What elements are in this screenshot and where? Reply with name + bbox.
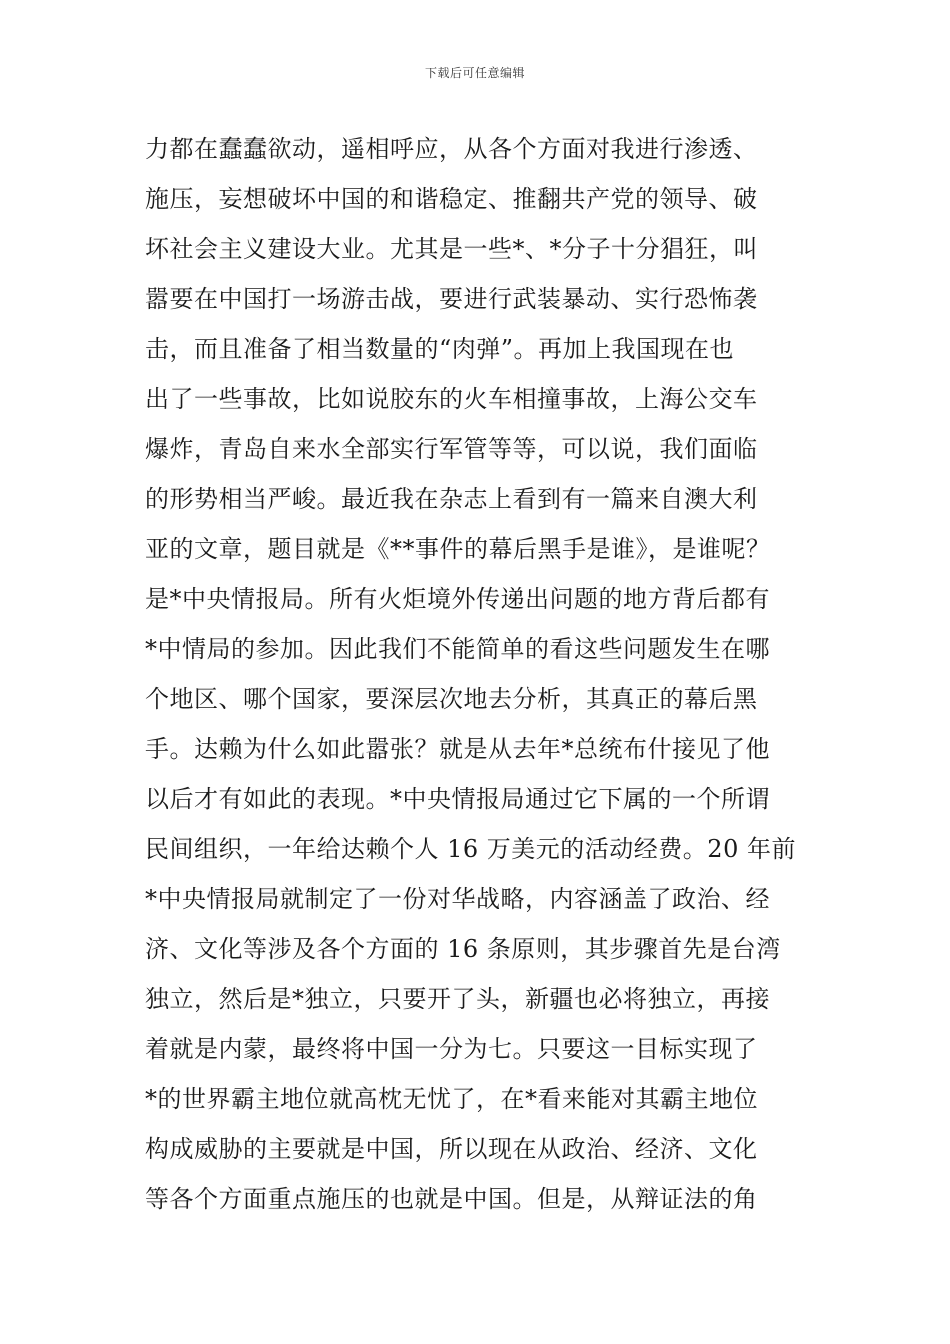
- text-line: 是*中央情报局。所有火炬境外传递出问题的地方背后都有: [145, 585, 770, 613]
- text-line: 的形势相当严峻。最近我在杂志上看到有一篇来自澳大利: [145, 485, 758, 513]
- page-header: 下载后可任意编辑: [424, 66, 525, 80]
- text-line: 手。达赖为什么如此嚣张？就是从去年*总统布什接见了他: [145, 735, 770, 763]
- text-line: 构成威胁的主要就是中国，所以现在从政治、经济、文化: [145, 1135, 758, 1163]
- text-line: 嚣要在中国打一场游击战，要进行武装暴动、实行恐怖袭: [145, 285, 758, 313]
- text-line: 独立，然后是*独立，只要开了头，新疆也必将独立，再接: [145, 985, 770, 1013]
- text-line: *中央情报局就制定了一份对华战略，内容涵盖了政治、经: [145, 885, 770, 913]
- text-line: *的世界霸主地位就高枕无忧了，在*看来能对其霸主地位: [145, 1085, 758, 1113]
- text-line: 力都在蠢蠢欲动，遥相呼应，从各个方面对我进行渗透、: [145, 135, 758, 163]
- text-line: *中情局的参加。因此我们不能简单的看这些问题发生在哪: [145, 635, 770, 663]
- text-line: 济、文化等涉及各个方面的 16 条原则，其步骤首先是台湾: [145, 935, 781, 963]
- text-line: 亚的文章，题目就是《**事件的幕后黑手是谁》，是谁呢？: [145, 535, 771, 563]
- text-line: 着就是内蒙，最终将中国一分为七。只要这一目标实现了: [145, 1035, 758, 1063]
- text-line: 等各个方面重点施压的也就是中国。但是，从辩证法的角: [145, 1185, 758, 1213]
- text-line: 击，而且准备了相当数量的“肉弹”。再加上我国现在也: [145, 335, 735, 363]
- text-line: 个地区、哪个国家，要深层次地去分析，其真正的幕后黑: [145, 685, 758, 713]
- text-line: 爆炸，青岛自来水全部实行军管等等，可以说，我们面临: [145, 435, 758, 463]
- text-line: 坏社会主义建设大业。尤其是一些*、*分子十分猖狂，叫: [145, 235, 758, 263]
- text-line: 民间组织，一年给达赖个人 16 万美元的活动经费。20 年前: [145, 835, 796, 863]
- body-text: [145, 124, 805, 1224]
- text-line: 出了一些事故，比如说胶东的火车相撞事故，上海公交车: [145, 385, 758, 413]
- text-line: 施压，妄想破坏中国的和谐稳定、推翻共产党的领导、破: [145, 185, 758, 213]
- text-line: 以后才有如此的表现。*中央情报局通过它下属的一个所谓: [145, 785, 770, 813]
